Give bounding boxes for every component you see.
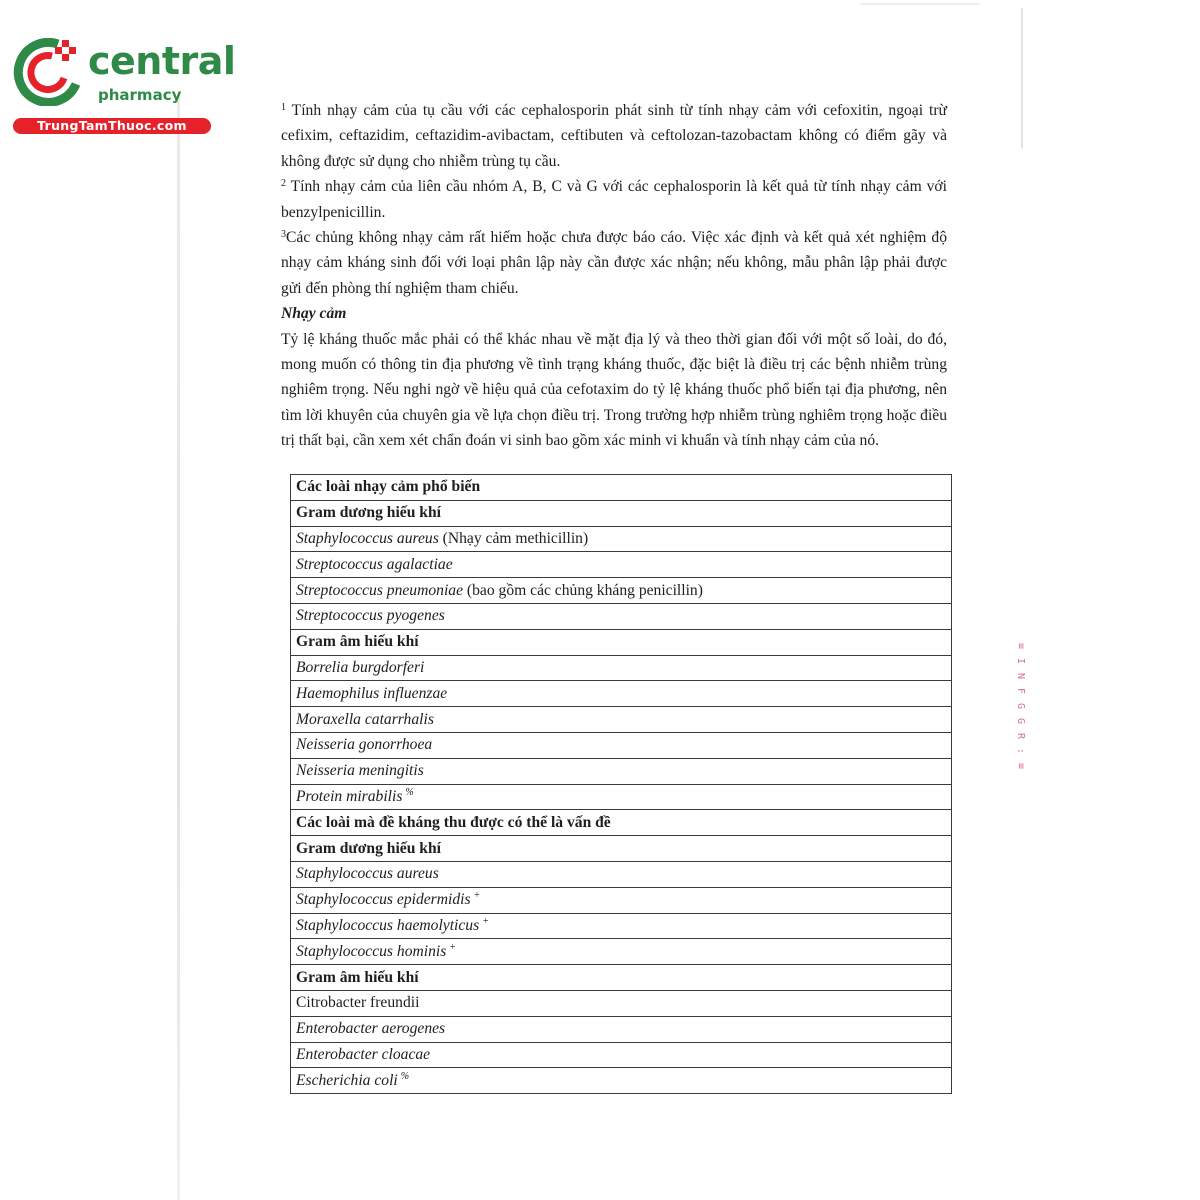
table-cell (291, 965, 952, 991)
logo-brand-name: central (88, 39, 236, 83)
group-heading-text: Gram dương hiếu khí (296, 504, 441, 522)
table-row (291, 578, 952, 604)
species-note: (Nhạy cảm methicillin) (438, 529, 589, 547)
table-row (291, 1042, 952, 1068)
footnote-2 (281, 174, 947, 225)
footnote-marker: 2 (281, 178, 286, 190)
stamp-glyph: N (1015, 672, 1026, 680)
group-heading-text: Các loài nhạy cảm phổ biến (296, 478, 481, 496)
species-name: Staphylococcus aureus (296, 865, 439, 883)
species-name: Enterobacter cloacae (296, 1045, 431, 1063)
table-row (291, 887, 952, 913)
table-row (291, 1068, 952, 1094)
table-row (291, 603, 952, 629)
table-cell (291, 784, 952, 810)
table-group-heading-row (291, 836, 952, 862)
logo-subtitle: pharmacy (98, 86, 182, 104)
section-paragraph: Tỷ lệ kháng thuốc mắc phải có thể khác nhau về mặt địa lý và theo thời gian đối với một số loài, do đó, mong muốn có thông tin địa phương về tình trạng kháng thuốc, đặc biệt là điều trị các bệnh nhiễm trùng nghiêm trọng. Nếu nghi ngờ về hiệu quả của cefotaxim do tỷ lệ kháng thuốc phổ biến tại địa phương, nên tìm lời khuyên của chuyên gia về lựa chọn điều trị. Trong trường hợp nhiễm trùng nghiêm trọng hoặc điều trị thất bại, cần xem xét chẩn đoán vi sinh bao gồm xác minh vi khuẩn và tính nhạy cảm của nó. (281, 330, 947, 450)
footnote-text: Tính nhạy cảm của tụ cầu với các cephalosporin phát sinh từ tính nhạy cảm với cefoxitin, ngoại trừ cefixim, ceftazidim, ceftazidim-avibactam, ceftibuten và ceftolozan-tazobactam không có điểm gãy và không được sử dụng cho nhiễm trùng tụ cầu. (281, 102, 947, 170)
table-cell (291, 861, 952, 887)
table-cell (291, 1068, 952, 1094)
document-content (281, 98, 947, 454)
table-cell (291, 1016, 952, 1042)
susceptibility-table (290, 474, 952, 1094)
footnote-mark: % (405, 786, 414, 798)
table-row (291, 1016, 952, 1042)
stamp-glyph: G (1015, 702, 1026, 710)
stamp-glyph: ≡ (1015, 762, 1026, 770)
table-cell (291, 629, 952, 655)
table-row (291, 758, 952, 784)
table-cell (291, 552, 952, 578)
table-cell (291, 939, 952, 965)
table-row (291, 552, 952, 578)
species-name: Streptococcus pneumoniae (296, 581, 464, 599)
table-row (291, 861, 952, 887)
species-name: Neisseria meningitis (296, 762, 424, 780)
table-cell (291, 578, 952, 604)
table-group-heading-row (291, 810, 952, 836)
table-row (291, 939, 952, 965)
footnote-1 (281, 98, 947, 174)
table-cell (291, 603, 952, 629)
footnote-3 (281, 225, 947, 301)
footnote-marker: 1 (281, 102, 286, 113)
footnote-mark: + (473, 890, 481, 902)
table-cell (291, 836, 952, 862)
table-group-heading-row (291, 500, 952, 526)
species-name: Borrelia burgdorferi (296, 658, 425, 676)
footnote-marker: 3 (281, 229, 286, 241)
group-heading-text: Gram dương hiếu khí (296, 839, 441, 857)
scan-edge-right (1021, 8, 1023, 148)
species-name: Escherichia coli (296, 1071, 398, 1089)
table-row (291, 990, 952, 1016)
table-group-heading-row (291, 965, 952, 991)
group-heading-text: Các loài mà đề kháng thu được có thể là vấn đề (296, 813, 611, 831)
group-heading-text: Gram âm hiếu khí (296, 968, 419, 986)
species-name: Protein mirabilis (296, 787, 403, 805)
table-cell (291, 707, 952, 733)
stamp-glyph: ≡ (1015, 642, 1026, 650)
table-group-heading-row (291, 475, 952, 501)
table-row (291, 913, 952, 939)
table-cell (291, 500, 952, 526)
table-row (291, 655, 952, 681)
stamp-glyph: G (1015, 717, 1026, 725)
stamp-glyph: F (1015, 687, 1026, 695)
footnote-mark: % (400, 1070, 410, 1082)
table-cell (291, 913, 952, 939)
table-cell (291, 732, 952, 758)
table-row (291, 526, 952, 552)
central-pharmacy-logo[interactable] (10, 38, 236, 138)
species-name: Streptococcus agalactiae (296, 555, 453, 573)
species-name: Enterobacter aerogenes (296, 1020, 446, 1038)
table-cell (291, 655, 952, 681)
section-heading: Nhạy cảm (281, 305, 347, 323)
species-name: Citrobacter freundii (296, 994, 420, 1012)
species-note: (bao gồm các chủng kháng penicillin) (463, 581, 703, 599)
species-name: Haemophilus influenzae (296, 684, 448, 702)
table-cell (291, 758, 952, 784)
species-name: Moraxella catarrhalis (296, 710, 434, 728)
species-name: Staphylococcus aureus (296, 529, 439, 547)
species-name: Staphylococcus haemolyticus (296, 916, 480, 934)
table-body (291, 475, 952, 1094)
table-row (291, 707, 952, 733)
table-row (291, 681, 952, 707)
species-name: Staphylococcus hominis (296, 942, 447, 960)
red-stamp (1011, 640, 1029, 792)
logo-url-badge[interactable]: TrungTamThuoc.com (13, 118, 211, 134)
scan-edge-left (177, 95, 180, 1200)
species-name: Streptococcus pyogenes (296, 607, 445, 625)
table-row (291, 732, 952, 758)
footnote-mark: + (482, 915, 489, 927)
footnote-text: Các chủng không nhạy cảm rất hiếm hoặc chưa được báo cáo. Việc xác định và kết quả xét nghiệm độ nhạy cảm kháng sinh đối với loại phân lập này cần được xác nhận; nếu không, mẫu phân lập phải được gửi đến phòng thí nghiệm tham chiếu. (281, 229, 947, 297)
table-cell (291, 475, 952, 501)
stamp-glyph: : (1015, 747, 1026, 755)
footnote-text: Tính nhạy cảm của liên cầu nhóm A, B, C và G với các cephalosporin là kết quả từ tính nhạy cảm với benzylpenicillin. (281, 178, 948, 221)
table-cell (291, 1042, 952, 1068)
pharmacy-cross-logo-icon (12, 38, 88, 106)
stamp-glyph: I (1015, 657, 1026, 665)
table-cell (291, 887, 952, 913)
table-group-heading-row (291, 629, 952, 655)
footnote-mark: + (449, 941, 457, 953)
group-heading-text: Gram âm hiếu khí (296, 633, 419, 651)
table-cell (291, 681, 952, 707)
table-cell (291, 526, 952, 552)
species-name: Staphylococcus epidermidis (296, 891, 471, 909)
table-row (291, 784, 952, 810)
species-name: Neisseria gonorrhoea (296, 736, 433, 754)
scan-top-mark (860, 3, 980, 5)
table-cell (291, 990, 952, 1016)
stamp-glyph: R (1015, 732, 1026, 740)
table-cell (291, 810, 952, 836)
